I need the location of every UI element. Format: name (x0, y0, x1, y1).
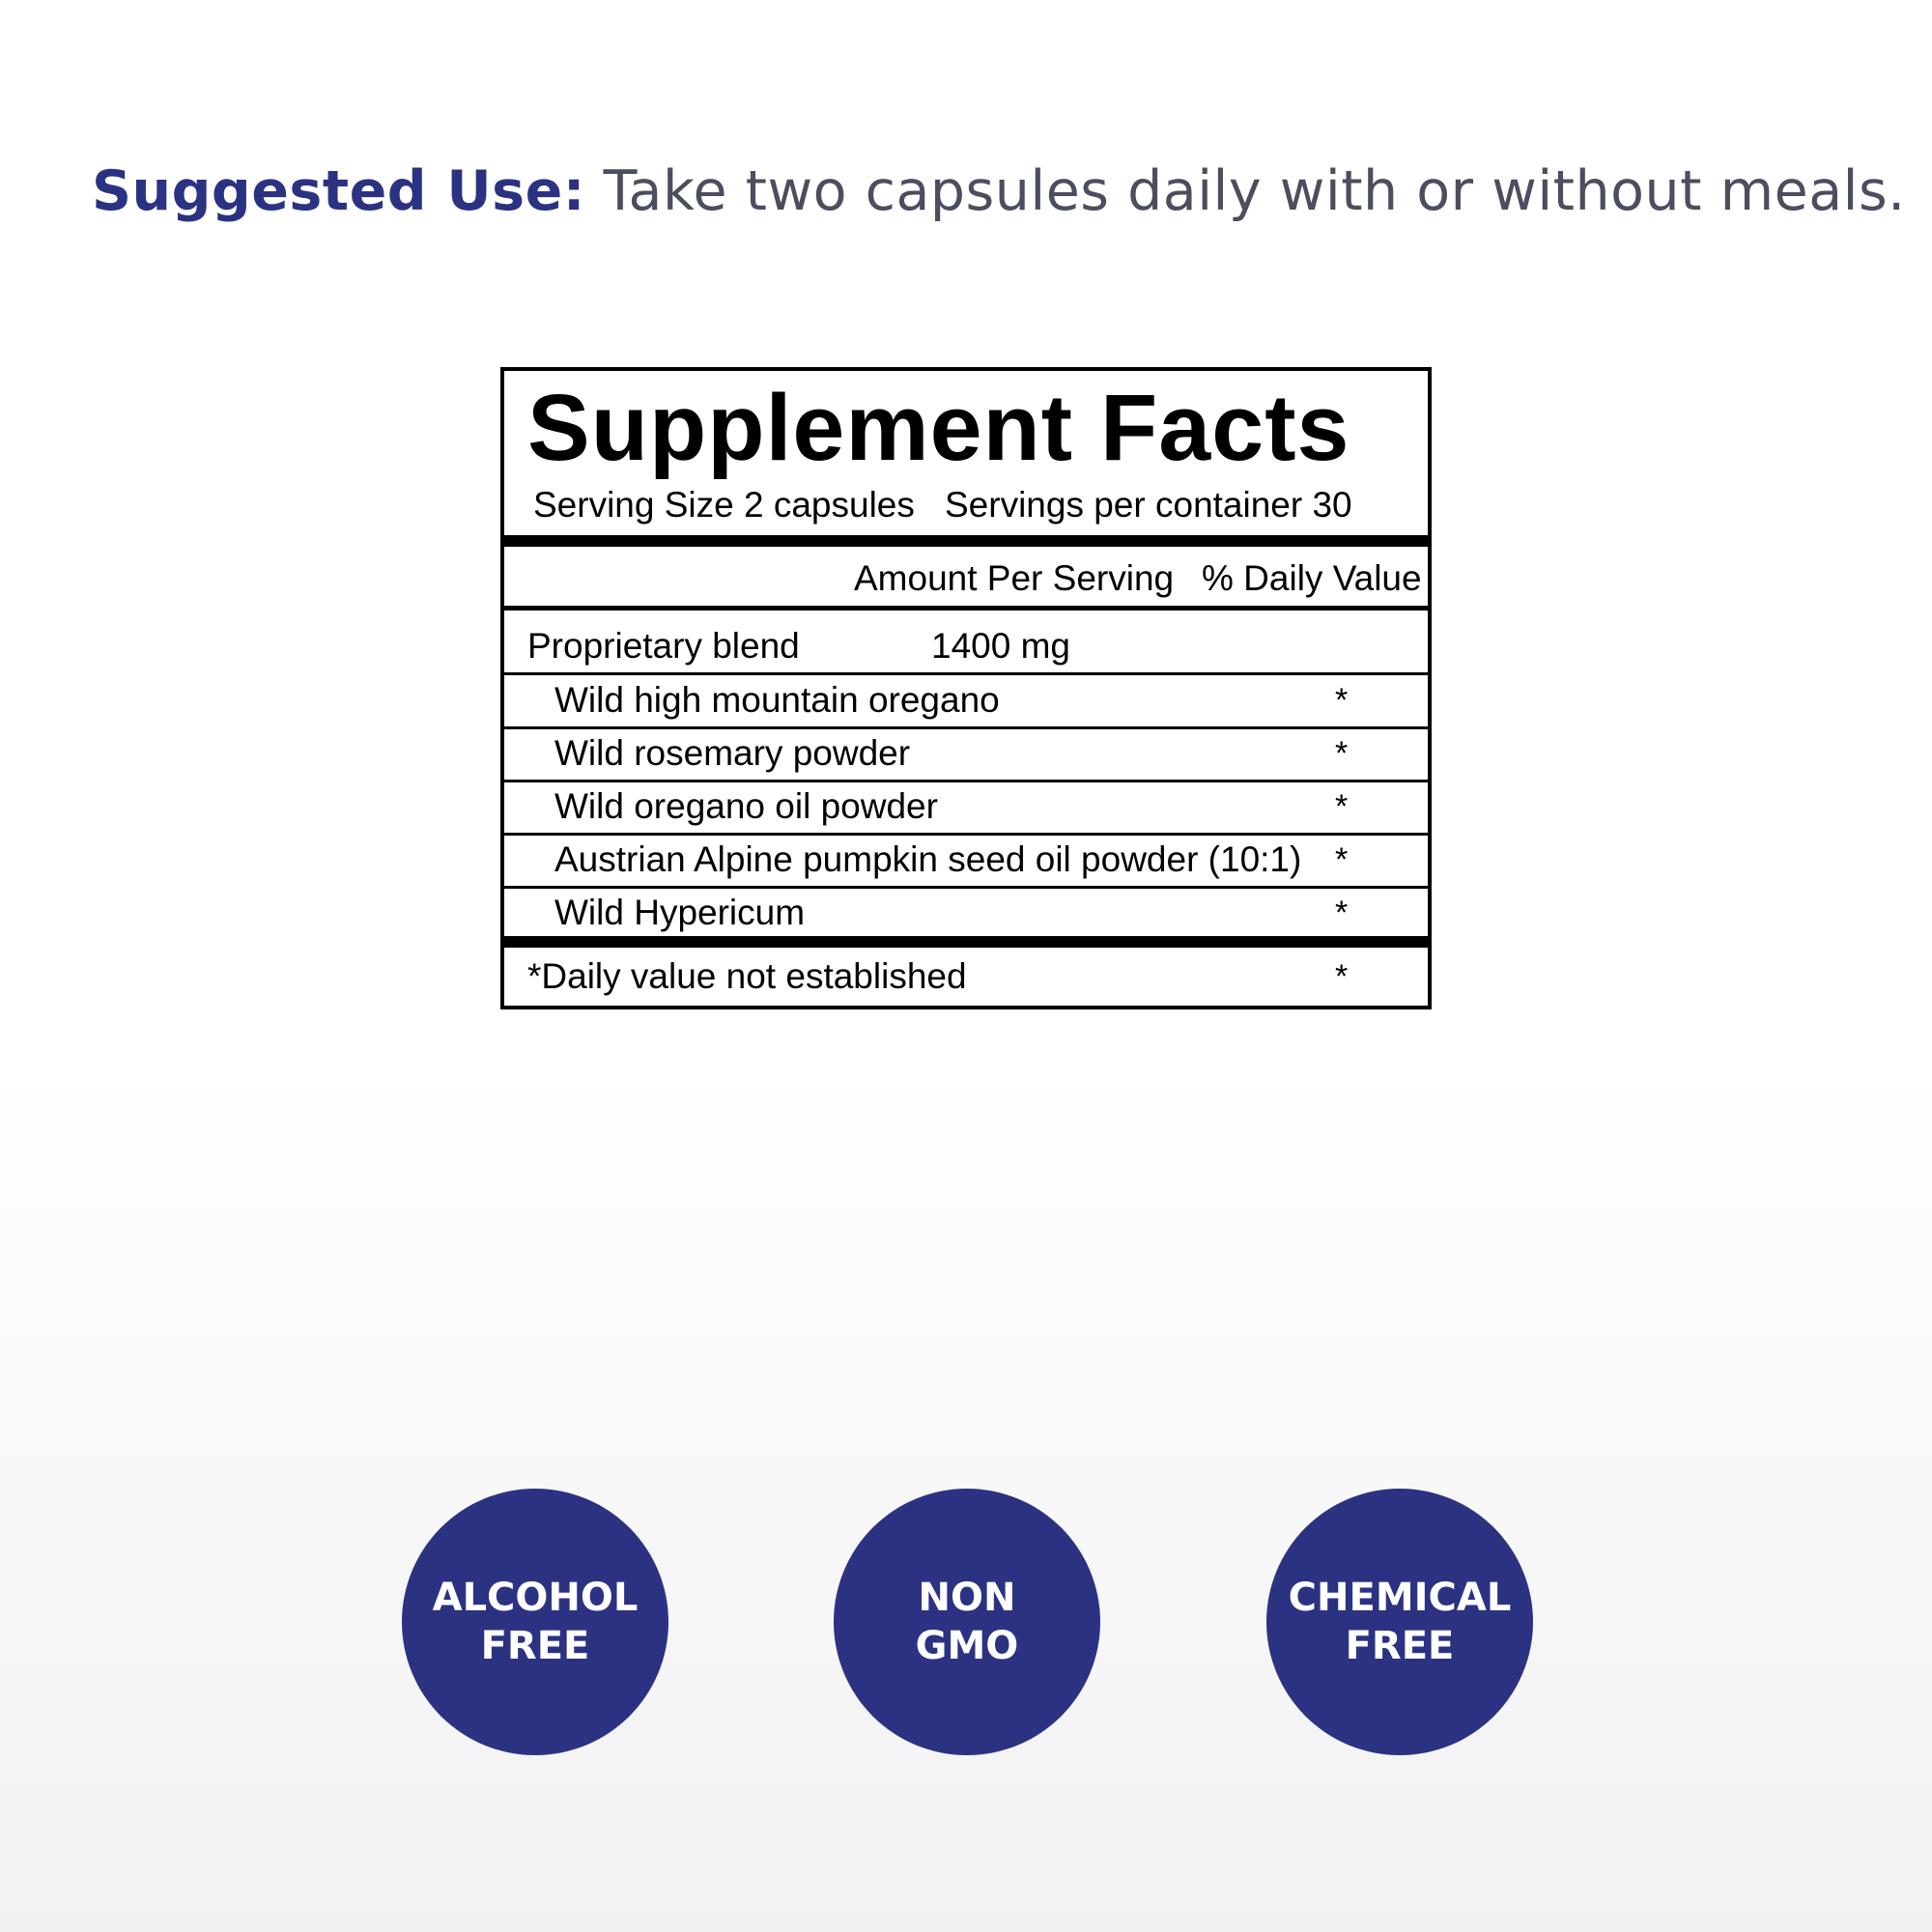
ingredient-dv: * (1335, 682, 1349, 719)
divider (504, 606, 1428, 611)
ingredient-name: Wild Hypericum (554, 893, 806, 932)
blend-name: Proprietary blend (527, 626, 800, 666)
divider (504, 833, 1428, 836)
badge-line: NON (918, 1576, 1016, 1620)
ingredient-dv: * (1335, 788, 1349, 825)
header-amount-per-serving: Amount Per Serving (854, 558, 1175, 598)
footnote-mark: * (1335, 958, 1349, 995)
suggested-use-text: Take two capsules daily with or without meals. (603, 159, 1906, 223)
footnote: *Daily value not established (527, 956, 967, 996)
ingredient-dv: * (1335, 735, 1349, 772)
ingredient-name: Wild oregano oil powder (554, 786, 938, 826)
badge-line: FREE (480, 1624, 590, 1668)
badge-line: CHEMICAL (1288, 1576, 1512, 1620)
supplement-facts-panel (500, 367, 1432, 1009)
serving-size: Serving Size 2 capsules (533, 485, 915, 525)
servings-per-container: Servings per container 30 (945, 485, 1352, 525)
header-daily-value: % Daily Value (1202, 558, 1422, 598)
supplement-facts-title: Supplement Facts (527, 375, 1350, 480)
divider (504, 726, 1428, 729)
ingredient-dv: * (1335, 895, 1349, 931)
suggested-use-label: Suggested Use: (92, 159, 586, 223)
badge-alcohol-free (402, 1489, 668, 1755)
ingredient-name: Austrian Alpine pumpkin seed oil powder (10:1) (554, 839, 1302, 879)
badge-line: FREE (1345, 1624, 1455, 1668)
suggested-use (92, 159, 1906, 223)
divider (504, 780, 1428, 782)
divider-thick (504, 936, 1428, 948)
ingredient-name: Wild high mountain oregano (554, 680, 1000, 720)
ingredient-name: Wild rosemary powder (554, 733, 911, 773)
divider (504, 672, 1428, 675)
blend-amount: 1400 mg (931, 626, 1070, 666)
divider-thick (504, 535, 1428, 547)
badge-chemical-free (1266, 1489, 1533, 1755)
badge-non-gmo (834, 1489, 1100, 1755)
badge-line: ALCOHOL (432, 1576, 639, 1620)
badge-line: GMO (915, 1624, 1019, 1668)
ingredient-dv: * (1335, 841, 1349, 878)
divider (504, 886, 1428, 889)
